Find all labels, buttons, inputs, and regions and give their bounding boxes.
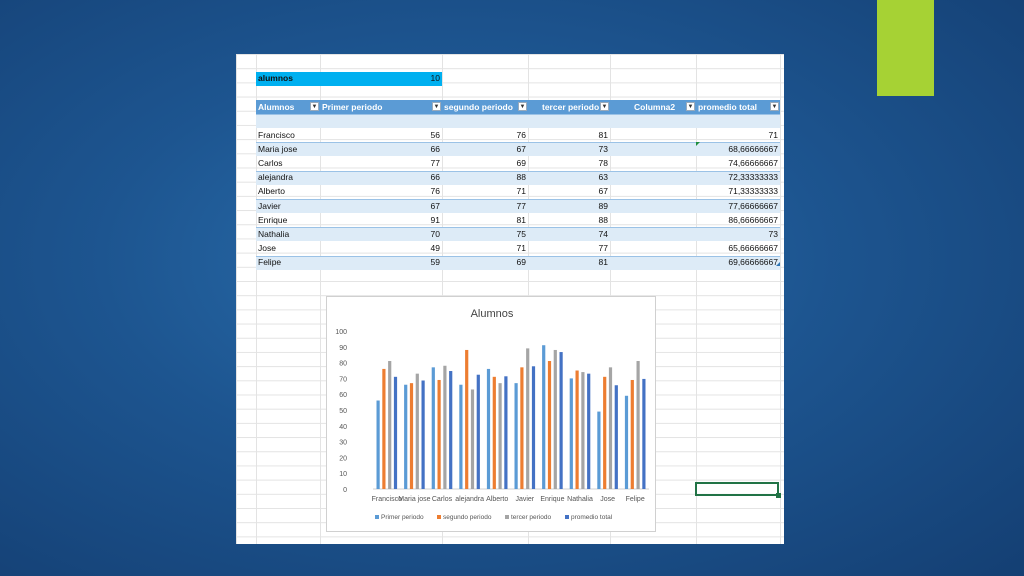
bar-tercer-periodo <box>637 361 640 489</box>
bar-promedio-total <box>477 375 480 489</box>
y-tick-label: 30 <box>339 439 347 447</box>
bar-promedio-total <box>587 374 590 489</box>
cell-primer-periodo[interactable]: 66 <box>430 172 440 183</box>
cell-alumno[interactable]: Javier <box>258 200 281 211</box>
cell-segundo-periodo[interactable]: 76 <box>516 129 526 140</box>
cell-alumno[interactable]: alejandra <box>258 172 293 183</box>
y-tick-label: 50 <box>339 408 347 415</box>
cell-primer-periodo[interactable]: 76 <box>430 186 440 197</box>
cell-promedio-total[interactable]: 71 <box>768 129 778 140</box>
cell-promedio-total[interactable]: 74,66666667 <box>728 157 778 168</box>
accent-bar <box>877 0 934 96</box>
bar-primer-periodo <box>432 367 435 489</box>
cell-alumno[interactable]: Maria jose <box>258 143 298 154</box>
cell-alumno[interactable]: Jose <box>258 243 276 254</box>
legend-swatch <box>375 515 379 519</box>
header-segundo-periodo: segundo periodo <box>444 102 513 112</box>
filter-dropdown-icon[interactable]: ▼ <box>311 104 318 110</box>
bar-tercer-periodo <box>416 374 419 489</box>
highlighted-cell[interactable] <box>256 72 442 86</box>
cell-tercer-periodo[interactable]: 78 <box>598 157 608 168</box>
cell-alumno[interactable]: Francisco <box>258 129 295 140</box>
cell-promedio-total[interactable]: 65,66666667 <box>728 243 778 254</box>
bar-promedio-total <box>560 352 563 489</box>
bar-segundo-periodo <box>520 367 523 489</box>
bar-primer-periodo <box>377 401 380 489</box>
cell-primer-periodo[interactable]: 59 <box>430 257 440 268</box>
x-tick-label: Jose <box>600 496 615 503</box>
header-promedio-total: promedio total <box>698 102 758 112</box>
bar-tercer-periodo <box>609 367 612 489</box>
cell-segundo-periodo[interactable]: 71 <box>516 243 526 254</box>
cell-segundo-periodo[interactable]: 69 <box>516 157 526 168</box>
cell-alumno[interactable]: Nathalia <box>258 228 290 239</box>
bar-tercer-periodo <box>581 372 584 489</box>
cell-segundo-periodo[interactable]: 75 <box>516 228 526 239</box>
y-tick-label: 0 <box>343 487 347 494</box>
legend-swatch <box>437 515 441 519</box>
cell-primer-periodo[interactable]: 77 <box>430 157 440 168</box>
x-tick-label: Enrique <box>540 496 565 503</box>
cell-promedio-total[interactable]: 77,66666667 <box>728 200 778 211</box>
cell-tercer-periodo[interactable]: 81 <box>598 129 608 140</box>
header-primer-periodo: Primer periodo <box>322 102 383 112</box>
bar-primer-periodo <box>515 383 518 489</box>
cell-tercer-periodo[interactable]: 77 <box>598 243 608 254</box>
cell-alumno[interactable]: Felipe <box>258 257 282 268</box>
chart-area[interactable] <box>326 296 656 532</box>
cell-segundo-periodo[interactable]: 69 <box>516 257 526 268</box>
bar-primer-periodo <box>487 369 490 489</box>
bar-promedio-total <box>394 377 397 489</box>
bar-promedio-total <box>504 376 507 489</box>
bar-primer-periodo <box>597 412 600 489</box>
bar-segundo-periodo <box>410 383 413 489</box>
x-tick-label: Maria jose <box>398 496 431 503</box>
legend-label: segundo periodo <box>443 514 492 521</box>
bar-primer-periodo <box>459 385 462 489</box>
x-tick-label: Carlos <box>431 496 453 503</box>
resize-handle-icon[interactable] <box>776 262 780 266</box>
cell-tercer-periodo[interactable]: 88 <box>598 214 608 225</box>
cell-primer-periodo[interactable]: 67 <box>430 200 440 211</box>
y-tick-label: 90 <box>339 344 347 352</box>
legend-swatch <box>565 515 569 519</box>
cell-segundo-periodo[interactable]: 77 <box>516 200 526 211</box>
bar-promedio-total <box>449 371 452 489</box>
bar-segundo-periodo <box>576 371 579 490</box>
bar-tercer-periodo <box>443 366 446 489</box>
cell-segundo-periodo[interactable]: 81 <box>516 214 526 225</box>
bar-chart <box>327 297 657 533</box>
x-tick-label: Javier <box>515 496 535 503</box>
cell-promedio-total[interactable]: 72,33333333 <box>728 172 778 183</box>
header-alumnos: Alumnos <box>258 102 295 112</box>
bar-promedio-total <box>532 366 535 489</box>
header-tercer-periodo: tercer periodo <box>542 102 600 112</box>
filter-dropdown-icon[interactable]: ▼ <box>519 104 526 110</box>
cell-tercer-periodo[interactable]: 81 <box>598 257 608 268</box>
cell-primer-periodo[interactable]: 91 <box>430 214 440 225</box>
cell-tercer-periodo[interactable]: 63 <box>598 172 608 183</box>
cell-segundo-periodo[interactable]: 71 <box>516 186 526 197</box>
cell-tercer-periodo[interactable]: 67 <box>598 186 608 197</box>
y-tick-label: 10 <box>339 471 347 479</box>
bar-tercer-periodo <box>471 389 474 489</box>
bar-segundo-periodo <box>631 380 634 489</box>
bar-segundo-periodo <box>438 380 441 489</box>
legend-label: promedio total <box>571 514 613 521</box>
legend-swatch <box>505 515 509 519</box>
cell-segundo-periodo[interactable]: 88 <box>516 172 526 183</box>
cell-tercer-periodo[interactable]: 73 <box>598 143 608 154</box>
top-value: 10 <box>430 73 440 83</box>
bar-promedio-total <box>422 381 425 489</box>
bar-tercer-periodo <box>499 383 502 489</box>
bar-segundo-periodo <box>548 361 551 489</box>
cell-primer-periodo[interactable]: 49 <box>430 243 440 254</box>
y-tick-label: 70 <box>339 376 347 384</box>
filter-dropdown-icon[interactable]: ▼ <box>687 104 694 110</box>
cell-segundo-periodo[interactable]: 67 <box>516 143 526 154</box>
cell-tercer-periodo[interactable]: 89 <box>598 200 608 211</box>
cell-alumno[interactable]: Alberto <box>258 186 285 197</box>
bar-primer-periodo <box>625 396 628 489</box>
cell-primer-periodo[interactable]: 70 <box>430 228 440 239</box>
y-tick-label: 60 <box>339 392 347 400</box>
cell-promedio-total[interactable]: 73 <box>768 228 778 239</box>
header-columna2: Columna2 <box>634 102 676 112</box>
cell-primer-periodo[interactable]: 66 <box>430 143 440 154</box>
cell-alumno[interactable]: Enrique <box>258 214 288 225</box>
filter-dropdown-icon[interactable]: ▼ <box>601 104 608 110</box>
cell-promedio-total[interactable]: 71,33333333 <box>728 186 778 197</box>
error-indicator-icon <box>696 142 700 146</box>
filter-dropdown-icon[interactable]: ▼ <box>771 104 778 110</box>
bar-segundo-periodo <box>603 377 606 489</box>
table-row-empty <box>256 114 780 128</box>
y-tick-label: 100 <box>335 329 347 336</box>
bar-tercer-periodo <box>526 348 529 489</box>
x-tick-label: Nathalia <box>567 496 593 503</box>
bar-primer-periodo <box>404 385 407 489</box>
top-label: alumnos <box>258 73 293 83</box>
selected-cell[interactable] <box>695 482 779 496</box>
x-tick-label: Felipe <box>625 496 645 503</box>
bar-segundo-periodo <box>382 369 385 489</box>
y-tick-label: 20 <box>339 455 347 463</box>
cell-primer-periodo[interactable]: 56 <box>430 129 440 140</box>
legend-label: tercer periodo <box>511 514 552 521</box>
cell-promedio-total[interactable]: 86,66666667 <box>728 214 778 225</box>
chart-title: Alumnos <box>470 308 514 320</box>
bar-primer-periodo <box>570 378 573 489</box>
bar-promedio-total <box>615 385 618 489</box>
y-tick-label: 40 <box>339 423 347 431</box>
x-tick-label: alejandra <box>455 496 485 503</box>
bar-segundo-periodo <box>493 377 496 489</box>
cell-promedio-total[interactable]: 68,66666667 <box>728 143 778 154</box>
spreadsheet <box>236 54 784 544</box>
x-tick-label: Alberto <box>486 496 509 503</box>
y-tick-label: 80 <box>339 360 347 368</box>
cell-alumno[interactable]: Carlos <box>258 157 283 168</box>
x-tick-label: Francisco <box>371 496 402 503</box>
filter-dropdown-icon[interactable]: ▼ <box>433 104 440 110</box>
cell-tercer-periodo[interactable]: 74 <box>598 228 608 239</box>
bar-promedio-total <box>642 379 645 489</box>
cell-promedio-total[interactable]: 69,66666667 <box>728 257 778 268</box>
bar-tercer-periodo <box>388 361 391 489</box>
legend-label: Primer periodo <box>381 514 424 521</box>
bar-primer-periodo <box>542 345 545 489</box>
bar-tercer-periodo <box>554 350 557 489</box>
bar-segundo-periodo <box>465 350 468 489</box>
table-header <box>256 100 780 114</box>
